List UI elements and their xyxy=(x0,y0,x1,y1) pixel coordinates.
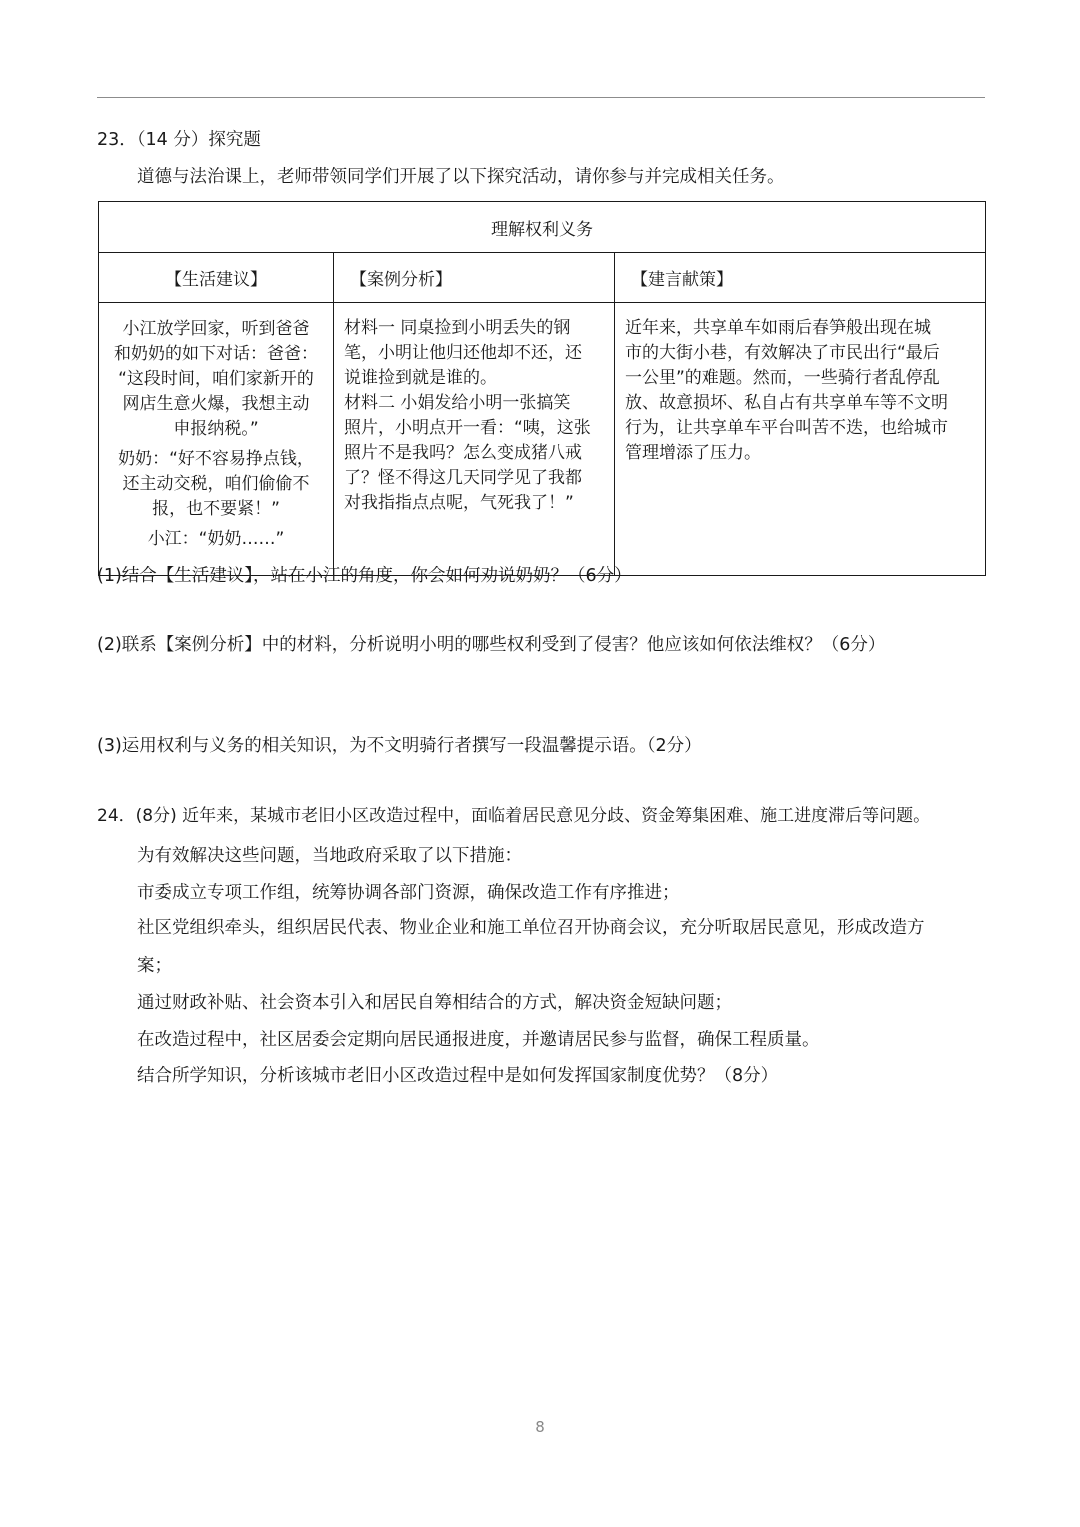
table-line: 小江：“奶奶……” xyxy=(147,529,285,549)
table-line: 近年来，共享单车如雨后春笋般出现在城 xyxy=(625,318,931,338)
col-head-suggestions: 【建言献策】 xyxy=(615,253,986,303)
table-line: “这段时间，咱们家新开的 xyxy=(118,369,314,389)
table-line: 对我指指点点呢，气死我了！” xyxy=(344,493,574,513)
page-number: 8 xyxy=(535,1418,545,1436)
table-line: 还主动交税，咱们偷偷不 xyxy=(122,474,310,494)
case-analysis-cell xyxy=(334,303,615,576)
table-line: 了？怪不得这几天同学见了我都 xyxy=(344,468,582,488)
q24-line7: 在改造过程中，社区居委会定期向居民通报进度，并邀请居民参与监督，确保工程质量。 xyxy=(137,1030,820,1050)
q23-sub2: (2)联系【案例分析】中的材料，分析说明小明的哪些权利受到了侵害？他应该如何依法维权？（6分） xyxy=(97,635,886,655)
q24-line5: 案； xyxy=(137,956,172,976)
table-line: 说谁捡到就是谁的。 xyxy=(344,368,497,388)
table-line: 材料二 小娟发给小明一张搞笑 xyxy=(344,393,571,413)
q24-line4: 社区党组织牵头，组织居民代表、物业企业和施工单位召开协商会议，充分听取居民意见，形成改造方 xyxy=(137,918,925,938)
table-line: 行为，让共享单车平台叫苦不迭，也给城市 xyxy=(625,418,948,438)
table-line: 照片，小明点开一看：“咦，这张 xyxy=(344,418,591,438)
q24-line6: 通过财政补贴、社会资本引入和居民自筹相结合的方式，解决资金短缺问题； xyxy=(137,993,732,1013)
q24-line8: 结合所学知识，分析该城市老旧小区改造过程中是如何发挥国家制度优势？（8分） xyxy=(137,1066,779,1086)
col-head-case-analysis: 【案例分析】 xyxy=(334,253,615,303)
q23-sub1: (1)结合【生活建议】，站在小江的角度，你会如何劝说奶奶？（6分） xyxy=(97,566,632,586)
table-line: 放、故意损坏、私自占有共享单车等不文明 xyxy=(625,393,948,413)
table-line: 一公里”的难题。然而，一些骑行者乱停乱 xyxy=(625,368,940,388)
life-advice-cell xyxy=(99,303,334,576)
rights-duties-table xyxy=(98,201,986,576)
q24-line1: 24．(8分) 近年来，某城市老旧小区改造过程中，面临着居民意见分歧、资金筹集困难、施工进度滞后等问题。 xyxy=(97,806,931,826)
q23-sub3: (3)运用权利与义务的相关知识，为不文明骑行者撰写一段温馨提示语。（2分） xyxy=(97,736,702,756)
table-line: 材料一 同桌捡到小明丢失的钢 xyxy=(344,318,571,338)
suggestions-cell xyxy=(615,303,986,576)
table-title: 理解权利义务 xyxy=(99,202,986,253)
header-rule xyxy=(97,97,985,98)
q23-heading: 23．（14 分）探究题 xyxy=(97,130,261,150)
table-line: 市的大街小巷，有效解决了市民出行“最后 xyxy=(625,343,940,363)
table-line: 管理增添了压力。 xyxy=(625,443,761,463)
q24-line3: 市委成立专项工作组，统筹协调各部门资源，确保改造工作有序推进； xyxy=(137,883,680,903)
table-line: 网店生意火爆，我想主动 xyxy=(122,394,310,414)
table-line: 笔，小明让他归还他却不还，还 xyxy=(344,343,582,363)
table-line: 申报纳税。” xyxy=(173,419,259,439)
table-line: 和奶奶的如下对话：爸爸： xyxy=(114,344,318,364)
col-head-life-advice: 【生活建议】 xyxy=(99,253,334,303)
table-line: 报，也不要紧！” xyxy=(152,499,280,519)
q24-line2: 为有效解决这些问题，当地政府采取了以下措施： xyxy=(137,846,522,866)
table-line: 奶奶：“好不容易挣点钱， xyxy=(118,449,314,469)
table-line: 小江放学回家，听到爸爸 xyxy=(122,319,310,339)
table-line: 照片不是我吗？怎么变成猪八戒 xyxy=(344,443,582,463)
q23-intro: 道德与法治课上，老师带领同学们开展了以下探究活动，请你参与并完成相关任务。 xyxy=(137,167,785,187)
